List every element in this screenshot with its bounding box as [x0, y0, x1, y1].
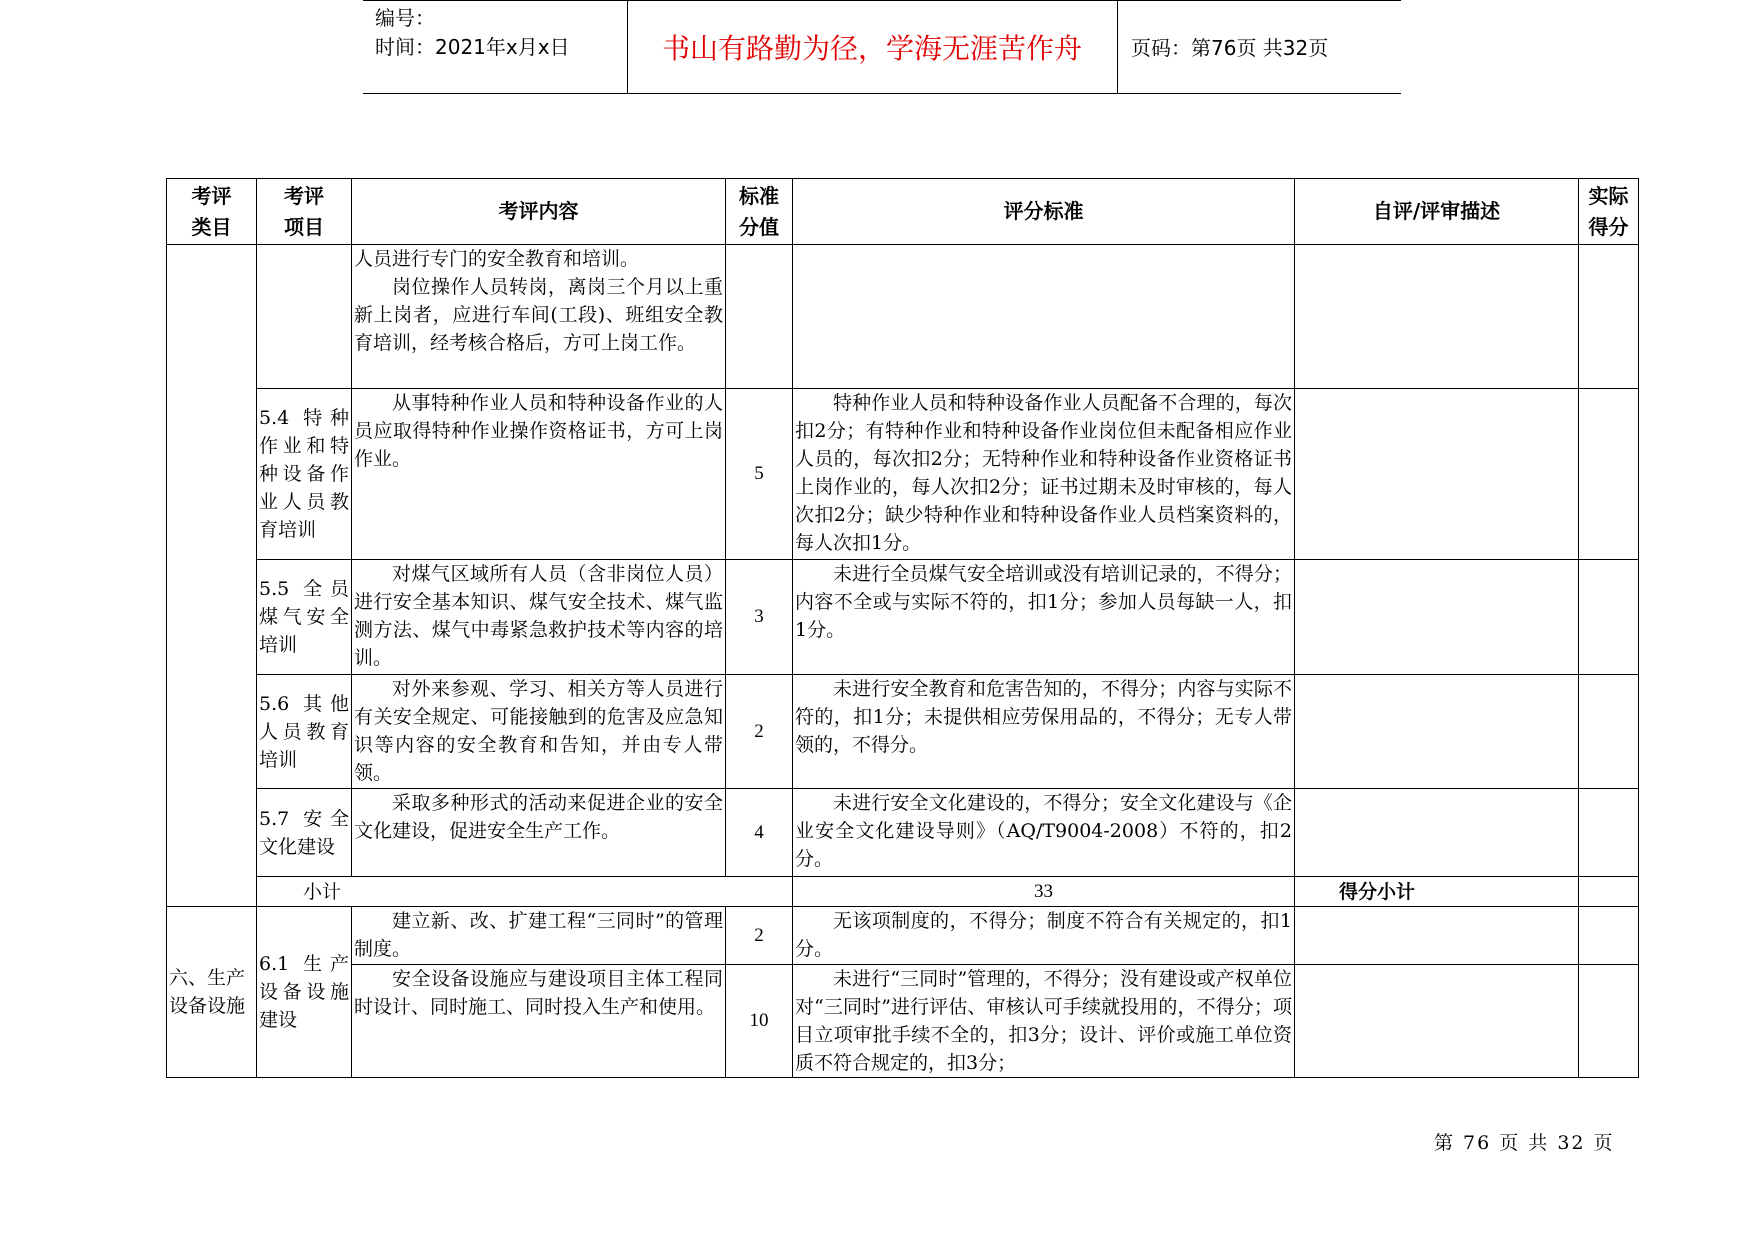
content-cell: 从事特种作业人员和特种设备作业的人员应取得特种作业操作资格证书，方可上岗作业。	[352, 389, 726, 560]
actual-score-cell	[1579, 245, 1639, 389]
score-subtotal-label: 得分小计	[1295, 877, 1579, 907]
header-score: 标准分值	[726, 179, 793, 245]
criteria-cell	[793, 245, 1295, 389]
actual-score-cell	[1579, 965, 1639, 1078]
header-bottom-rule	[363, 93, 1401, 94]
document-number-label: 编号：	[375, 6, 435, 30]
review-cell	[1295, 245, 1579, 389]
table-row	[167, 389, 1639, 560]
content-cell: 对煤气区域所有人员（含非岗位人员）进行安全基本知识、煤气安全技术、煤气监测方法、煤气中毒紧急救护技术等内容的培训。	[352, 560, 726, 675]
criteria-cell: 未进行安全教育和危害告知的，不得分；内容与实际不符的，扣1分；未提供相应劳保用品的，不得分；无专人带领的，不得分。	[793, 675, 1295, 789]
actual-score-cell	[1579, 389, 1639, 560]
table-row	[167, 245, 1639, 389]
table-row	[167, 965, 1639, 1078]
score-cell: 10	[726, 965, 793, 1078]
review-cell	[1295, 789, 1579, 877]
header-actual: 实际得分	[1579, 179, 1639, 245]
header-item: 考评项目	[257, 179, 352, 245]
review-cell	[1295, 560, 1579, 675]
score-cell	[726, 245, 793, 389]
subtotal-label: 小计	[257, 877, 793, 907]
header-category: 考评类目	[167, 179, 257, 245]
criteria-cell: 未进行全员煤气安全培训或没有培训记录的，不得分；内容不全或与实际不符的，扣1分；参加人员每缺一人，扣1分。	[793, 560, 1295, 675]
table-header-row	[167, 179, 1639, 245]
score-cell: 5	[726, 389, 793, 560]
score-cell: 2	[726, 907, 793, 965]
item-cell: 6.1 生产设备设施建设	[257, 907, 352, 1078]
page-header	[363, 0, 1401, 93]
header-page-info: 页码：第76页 共32页	[1131, 36, 1329, 60]
table-row	[167, 789, 1639, 877]
content-cell: 安全设备设施应与建设项目主体工程同时设计、同时施工、同时投入生产和使用。	[352, 965, 726, 1078]
subtotal-row	[167, 877, 1639, 907]
score-cell: 2	[726, 675, 793, 789]
content-cell: 对外来参观、学习、相关方等人员进行有关安全规定、可能接触到的危害及应急知识等内容的安全教育和告知，并由专人带领。	[352, 675, 726, 789]
review-cell	[1295, 965, 1579, 1078]
item-cell: 5.6 其他人员教育培训	[257, 675, 352, 789]
document-time-label: 时间：2021年x月x日	[375, 35, 570, 59]
item-cell	[257, 245, 352, 389]
subtotal-score: 33	[793, 877, 1295, 907]
content-text: 人员进行专门的安全教育和培训。	[354, 248, 640, 270]
table-row	[167, 675, 1639, 789]
content-cell: 采取多种形式的活动来促进企业的安全文化建设，促进安全生产工作。	[352, 789, 726, 877]
content-cell	[352, 245, 726, 389]
table-row	[167, 560, 1639, 675]
item-cell: 5.7 安全文化建设	[257, 789, 352, 877]
content-cell: 建立新、改、扩建工程“三同时”的管理制度。	[352, 907, 726, 965]
header-meta	[375, 4, 570, 62]
review-cell	[1295, 675, 1579, 789]
review-cell	[1579, 877, 1639, 907]
header-content: 考评内容	[352, 179, 726, 245]
header-divider	[1117, 0, 1118, 93]
content-text: 岗位操作人员转岗，离岗三个月以上重新上岗者，应进行车间(工段)、班组安全教育培训，经考核合格后，方可上岗工作。	[354, 276, 723, 354]
actual-score-cell	[1579, 907, 1639, 965]
evaluation-table	[166, 178, 1639, 1078]
header-review: 自评/评审描述	[1295, 179, 1579, 245]
header-criteria: 评分标准	[793, 179, 1295, 245]
criteria-cell: 未进行“三同时”管理的，不得分；没有建设或产权单位对“三同时”进行评估、审核认可手续就投用的，不得分；项目立项审批手续不全的，扣3分；设计、评价或施工单位资质不符合规定的，扣3分；	[793, 965, 1295, 1078]
header-motto: 书山有路勤为径，学海无涯苦作舟	[661, 31, 1082, 65]
actual-score-cell	[1579, 675, 1639, 789]
criteria-cell: 未进行安全文化建设的，不得分；安全文化建设与《企业安全文化建设导则》（AQ/T9004-2008）不符的，扣2分。	[793, 789, 1295, 877]
category-cell: 六、生产设备设施	[167, 907, 257, 1078]
score-cell: 3	[726, 560, 793, 675]
table-row	[167, 907, 1639, 965]
score-cell: 4	[726, 789, 793, 877]
review-cell	[1295, 907, 1579, 965]
category-cell-empty	[167, 245, 257, 907]
item-cell: 5.5 全员煤气安全培训	[257, 560, 352, 675]
actual-score-cell	[1579, 789, 1639, 877]
criteria-cell: 特种作业人员和特种设备作业人员配备不合理的，每次扣2分；有特种作业和特种设备作业岗位但未配备相应作业人员的，每次扣2分；无特种作业和特种设备作业资格证书上岗作业的，每人次扣2分；证书过期未及时审核的，每人次扣2分；缺少特种作业和特种设备作业人员档案资料的，每人次扣1分。	[793, 389, 1295, 560]
criteria-cell: 无该项制度的，不得分；制度不符合有关规定的，扣1分。	[793, 907, 1295, 965]
item-cell: 5.4 特种作业和特种设备作业人员教育培训	[257, 389, 352, 560]
review-cell	[1295, 389, 1579, 560]
actual-score-cell	[1579, 560, 1639, 675]
page-footer: 第 76 页 共 32 页	[1434, 1132, 1615, 1154]
